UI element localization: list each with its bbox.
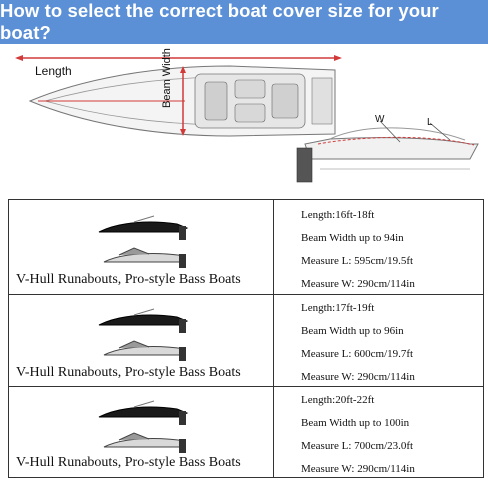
spec-measure-l: Measure L: 595cm/19.5ft [301,255,414,267]
size-table [8,199,484,478]
spec-beam-width: Beam Width up to 94in [301,232,404,244]
boat-images [79,210,209,272]
spec-measure-w: Measure W: 290cm/114in [301,371,415,383]
title-banner [0,0,488,44]
boat-images [79,395,209,457]
spec-length: Length:17ft-19ft [301,302,375,314]
l-label: L [427,117,433,128]
spec-list [301,389,415,481]
spec-length: Length:16ft-18ft [301,209,375,221]
boat-type-name: V-Hull Runabouts, Pro-style Bass Boats [16,272,241,287]
spec-length: Length:20ft-22ft [301,394,375,406]
boat-type-name: V-Hull Runabouts, Pro-style Bass Boats [16,365,241,380]
spec-list [301,297,415,389]
spec-beam-width: Beam Width up to 100in [301,417,410,429]
boat-type-name: V-Hull Runabouts, Pro-style Bass Boats [16,455,241,470]
table-row [9,387,483,479]
spec-list [301,204,415,296]
beam-width-label: Beam Width [161,48,173,108]
spec-measure-w: Measure W: 290cm/114in [301,278,415,290]
spec-beam-width: Beam Width up to 96in [301,325,404,337]
boat-size-diagram [0,44,488,196]
spec-measure-l: Measure L: 700cm/23.0ft [301,440,414,452]
banner-title: How to select the correct boat cover size for your boat? [0,0,439,43]
table-row [9,295,483,387]
spec-measure-l: Measure L: 600cm/19.7ft [301,348,414,360]
w-label: W [375,114,385,125]
length-label: Length [35,64,72,78]
spec-measure-w: Measure W: 290cm/114in [301,463,415,475]
table-row [9,200,483,295]
boat-images [79,303,209,365]
boat-diagram-illustration [0,44,488,196]
